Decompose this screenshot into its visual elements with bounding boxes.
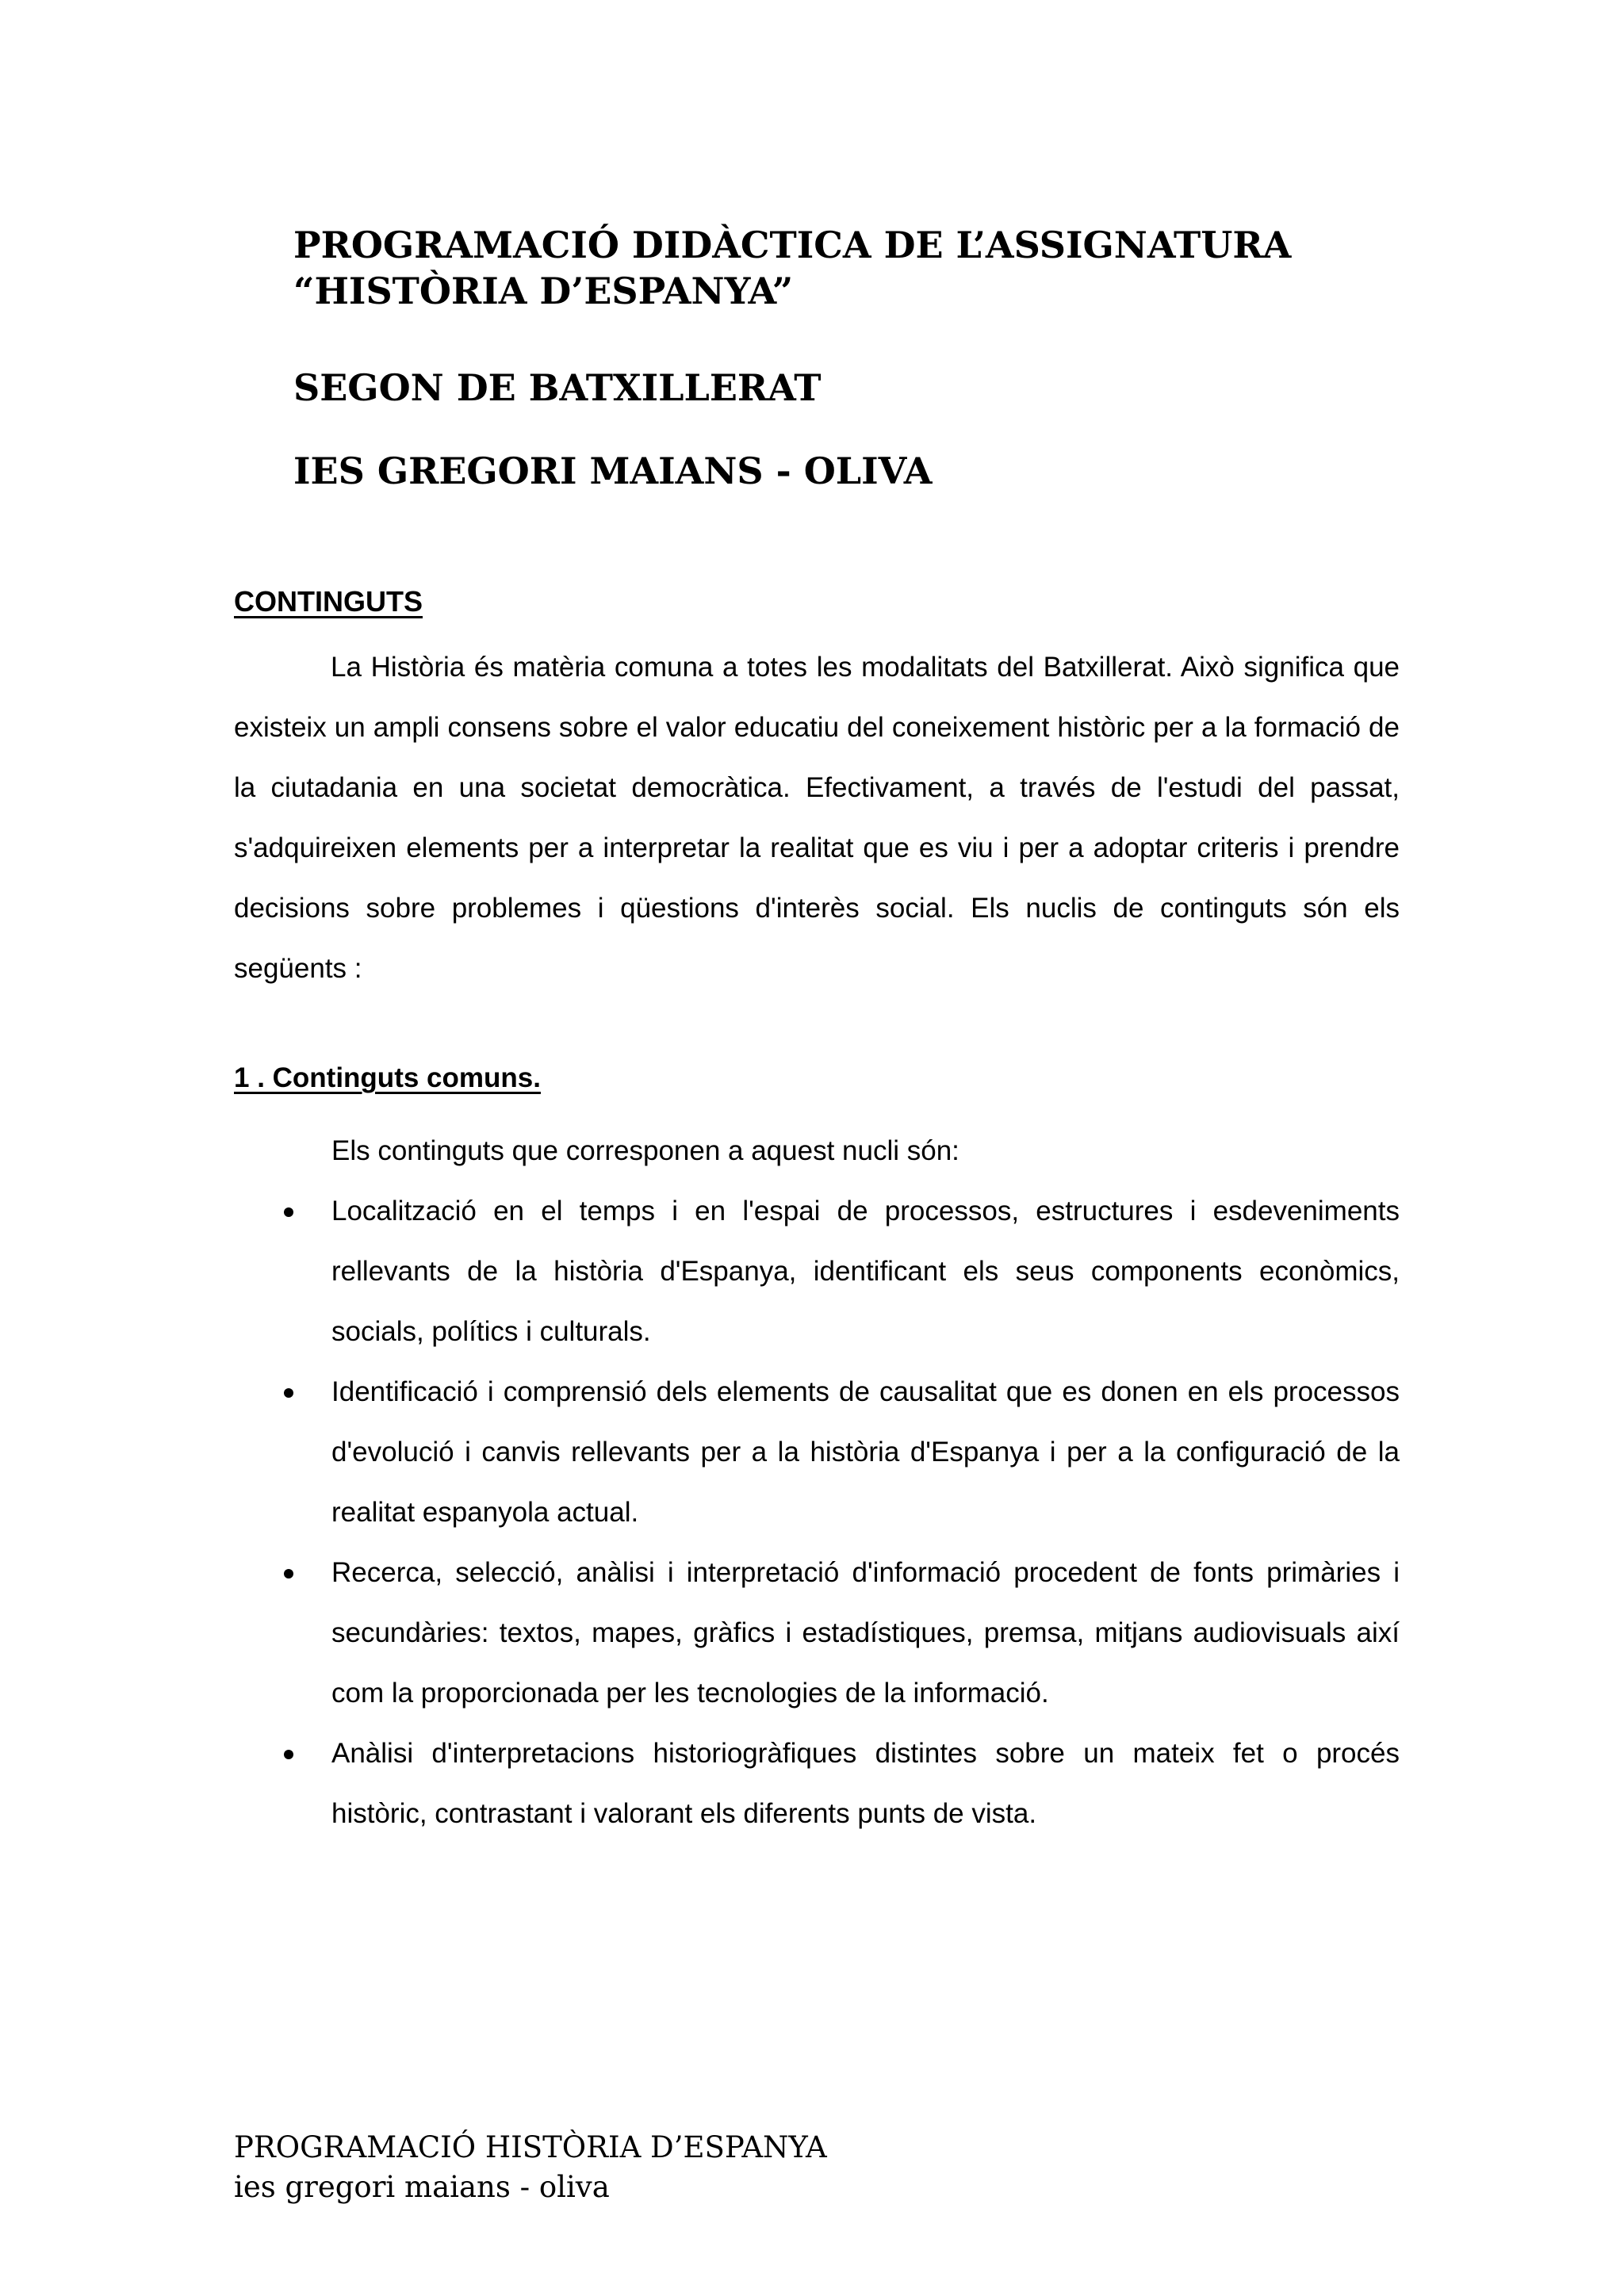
page-footer (234, 2128, 827, 2207)
section-1-heading: 1 . Continguts comuns. (234, 1062, 541, 1093)
bullet-icon (284, 1207, 293, 1217)
footer-line-1: PROGRAMACIÓ HISTÒRIA D’ESPANYA (234, 2130, 827, 2164)
bullet-icon (284, 1569, 293, 1578)
footer-line-2: ies gregori maians - oliva (234, 2170, 610, 2204)
list-item-text: Identificació i comprensió dels elements de causalitat que es donen en els processos d'evolució i canvis rellevants per a la història d'Espanya i per a la configuració de la realitat espanyola actual. (331, 1376, 1400, 1528)
bullet-icon (284, 1750, 293, 1759)
course-title: SEGON DE BATXILLERAT (293, 366, 822, 409)
list-item (331, 1181, 1400, 1362)
list-item (331, 1724, 1400, 1844)
section-1-list (331, 1181, 1400, 1844)
list-item-text: Localització en el temps i en l'espai de processos, estructures i esdeveniments rellevants de la història d'Espanya, identificant els seus components econòmics, socials, polítics i culturals. (331, 1196, 1400, 1347)
list-item (331, 1543, 1400, 1724)
list-item-text: Anàlisi d'interpretacions historiogràfiques distintes sobre un mateix fet o procés històric, contrastant i valorant els diferents punts de vista. (331, 1738, 1400, 1829)
contents-heading: CONTINGUTS (234, 585, 423, 618)
bullet-icon (284, 1388, 293, 1398)
list-item-text: Recerca, selecció, anàlisi i interpretació d'informació procedent de fonts primàries i secundàries: textos, mapes, gràfics i estadístiques, premsa, mitjans audiovisuals així com la proporcionada per les tecnologies de la informació. (331, 1557, 1400, 1709)
section-1-intro: Els continguts que corresponen a aquest nucli són: (331, 1135, 959, 1166)
title-line-1: PROGRAMACIÓ DIDÀCTICA DE L’ASSIGNATURA (293, 224, 1292, 266)
title-line-2: “HISTÒRIA D’ESPANYA” (293, 270, 794, 312)
document-title (293, 222, 1483, 492)
contents-intro-paragraph: La Història és matèria comuna a totes les modalitats del Batxillerat. Això significa que existeix un ampli consens sobre el valor educatiu del coneixement històric per a la formació de la ciutadania en una societat democràtica. Efectivament, a través de l'estudi del passat, s'adquireixen elements per a interpretar la realitat que es viu i per a adoptar criteris i prendre decisions sobre problemes i qüestions d'interès social. Els nuclis de continguts són els següents : (234, 652, 1400, 984)
list-item (331, 1362, 1400, 1543)
school-title: IES GREGORI MAIANS - OLIVA (293, 450, 933, 492)
